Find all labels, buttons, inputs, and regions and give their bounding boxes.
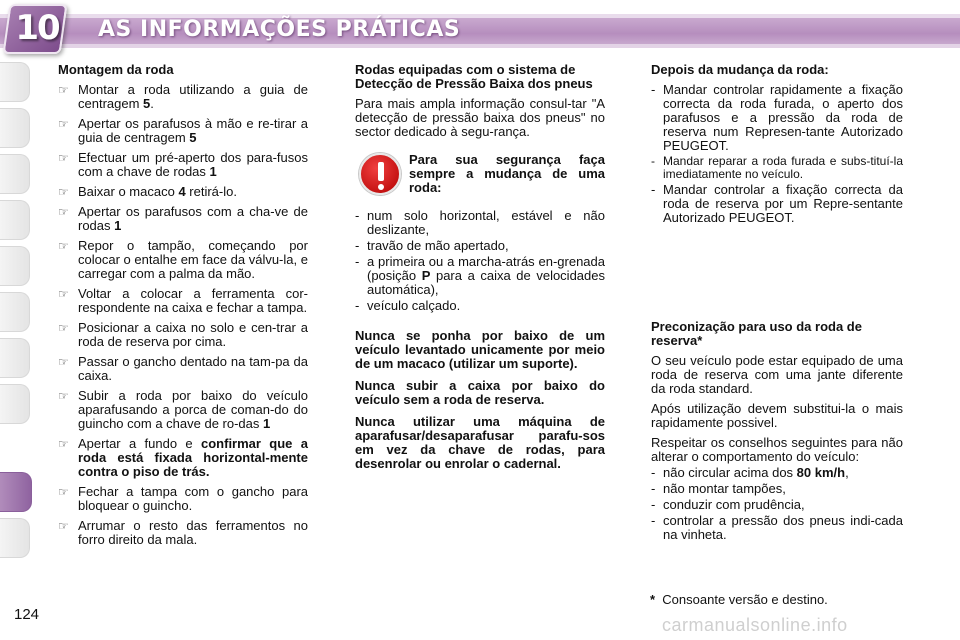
safety-note: Nunca subir a caixa por baixo do veículo sem a roda de reserva.: [355, 378, 605, 407]
column-pressure-detection: [355, 63, 605, 479]
list-item: [58, 83, 308, 111]
safety-note: Nunca utilizar uma máquina de aparafusar/desaparafusar parafu-sos em vez da chave de rodas, para desenrolar ou enrolar o cadernal.: [355, 414, 605, 471]
item-bold: 4: [178, 184, 186, 199]
list-item: [58, 205, 308, 233]
item-text: Arrumar o resto das ferramentos no forro direito da mala.: [78, 518, 308, 547]
list-item: [58, 151, 308, 179]
chapter-tab-active[interactable]: [0, 472, 32, 512]
list-item: [58, 485, 308, 513]
dash-marker: -: [651, 465, 656, 480]
dash-marker: -: [651, 513, 656, 528]
item-text: ,: [845, 465, 849, 480]
item-text: conduzir com prudência,: [663, 497, 805, 512]
chapter-tab[interactable]: [0, 154, 30, 194]
list-item: [58, 519, 308, 547]
item-text: Mandar controlar rapidamente a fixação correcta da roda furada, o aperto dos parafusos e a pressão da roda de reserva num Represen-tante Autorizado PEUGEOT.: [663, 82, 903, 153]
chapter-tab[interactable]: [0, 200, 30, 240]
after-change-list: [651, 83, 903, 225]
list-item: [58, 321, 308, 349]
chapter-number: 10: [15, 8, 59, 48]
dash-marker: -: [651, 481, 656, 496]
item-text: retirá-lo.: [185, 184, 237, 199]
item-text: Passar o gancho dentado na tam-pa da caixa.: [78, 354, 308, 383]
chapter-tab[interactable]: [0, 338, 30, 378]
footnote-text: Consoante versão e destino.: [662, 592, 828, 607]
watermark: carmanualsonline.info: [662, 615, 848, 635]
paragraph: O seu veículo pode estar equipado de uma roda de reserva com uma jante diferente da roda standard.: [651, 353, 903, 396]
item-text: Subir a roda por baixo do veículo aparafusando a porca de coman-do do guincho com a chave de ro-das: [78, 388, 308, 431]
chapter-tab[interactable]: [0, 62, 30, 102]
item-text: Montar a roda utilizando a guia de centragem: [78, 82, 308, 111]
footnote: [650, 592, 828, 607]
item-bold: 80 km/h: [796, 465, 846, 480]
pointing-hand-icon: ☞: [58, 205, 69, 219]
item-text: Baixar o macaco: [78, 184, 179, 199]
safety-notes: [355, 329, 605, 471]
dash-marker: -: [355, 208, 360, 223]
list-item: [651, 498, 903, 512]
dash-marker: -: [651, 154, 655, 168]
chapter-tab[interactable]: [0, 292, 30, 332]
item-text: Mandar controlar a fixação correcta da roda de reserva por um Repre-sentante Autorizado PEUGEOT.: [663, 182, 903, 225]
chapter-tab[interactable]: [0, 246, 30, 286]
dash-marker: -: [355, 298, 360, 313]
list-item: [651, 514, 903, 542]
item-text: veículo calçado.: [367, 298, 461, 313]
paragraph: Respeitar os conselhos seguintes para não alterar o comportamento do veículo:: [651, 435, 903, 464]
list-item: [58, 239, 308, 281]
safety-note: Nunca se ponha por baixo de um veículo levantado unicamente por meio de um macaco (utilizar um suporte).: [355, 328, 605, 371]
advice-list: [651, 466, 903, 542]
column-after-change: [651, 63, 903, 227]
page-number: 124: [14, 606, 40, 623]
item-text: Apertar a fundo e: [78, 436, 201, 451]
item-text: travão de mão apertado,: [367, 238, 509, 253]
item-bold: confirmar que a roda está fixada horizontal-mente contra o piso de trás.: [78, 436, 308, 479]
item-text: Voltar a colocar a ferramenta cor-respondente na caixa e fechar a tampa.: [78, 286, 308, 315]
exclamation-warning-icon: [359, 153, 401, 195]
pointing-hand-icon: ☞: [58, 239, 69, 253]
dash-marker: -: [355, 254, 360, 269]
dash-marker: -: [355, 238, 360, 253]
page-header: [0, 0, 960, 58]
section-heading: Preconização para uso da roda de reserva*: [651, 319, 862, 348]
item-text: a primeira ou a marcha-atrás en-grenada (posição: [367, 254, 605, 283]
paragraph: Após utilização devem substitui-la o mais rapidamente possivel.: [651, 401, 903, 430]
list-item: [58, 185, 308, 199]
item-text: Posicionar a caixa no solo e cen-trar a roda de reserva por cima.: [78, 320, 308, 349]
item-text: controlar a pressão dos pneus indi-cada na vinheta.: [663, 513, 903, 542]
chapter-tab[interactable]: [0, 384, 30, 424]
dash-marker: -: [651, 497, 656, 512]
chapter-tab[interactable]: [0, 108, 30, 148]
item-bold: 1: [263, 416, 271, 431]
section-heading: Rodas equipadas com o sistema de Detecção de Pressão Baixa dos pneus: [355, 62, 593, 91]
list-item: [651, 183, 903, 225]
list-item: [355, 255, 605, 297]
item-text: Apertar os parafusos à mão e re-tirar a guia de centragem: [78, 116, 308, 145]
pointing-hand-icon: ☞: [58, 117, 69, 131]
pointing-hand-icon: ☞: [58, 437, 69, 451]
item-text: Apertar os parafusos com a cha-ve de rodas: [78, 204, 308, 233]
chapter-tabs: [0, 62, 32, 582]
pointing-hand-icon: ☞: [58, 519, 69, 533]
pointing-hand-icon: ☞: [58, 321, 69, 335]
warning-box: [355, 149, 605, 201]
item-bold: 5: [143, 96, 151, 111]
pointing-hand-icon: ☞: [58, 485, 69, 499]
dash-marker: -: [651, 82, 656, 97]
item-text: não montar tampões,: [663, 481, 786, 496]
pointing-hand-icon: ☞: [58, 355, 69, 369]
header-band-shadow: [0, 44, 960, 48]
page-title: AS INFORMAÇÕES PRÁTICAS: [98, 17, 461, 42]
item-text: Efectuar um pré-aperto dos para-fusos com a chave de rodas: [78, 150, 308, 179]
list-item: [651, 83, 903, 153]
item-text: Fechar a tampa com o gancho para bloquear o guincho.: [78, 484, 308, 513]
item-bold: 1: [209, 164, 217, 179]
column-spare-wheel: [651, 320, 903, 544]
item-text: .: [150, 96, 154, 111]
item-bold: P: [421, 268, 431, 283]
list-item: [58, 437, 308, 479]
list-item: [355, 239, 605, 253]
item-bold: 5: [189, 130, 197, 145]
item-text: não circular acima dos: [663, 465, 797, 480]
list-item: [355, 209, 605, 237]
list-item: [355, 299, 605, 313]
mounting-steps-list: [58, 83, 308, 547]
pointing-hand-icon: ☞: [58, 83, 69, 97]
item-text: Repor o tampão, começando por colocar o entalhe em face da válvu-la, e carregar com a palma da mão.: [78, 238, 308, 281]
pointing-hand-icon: ☞: [58, 151, 69, 165]
list-item: [651, 155, 903, 181]
footnote-star: *: [650, 592, 656, 607]
chapter-tab[interactable]: [0, 518, 30, 558]
list-item: [58, 355, 308, 383]
section-heading: Montagem da roda: [58, 62, 174, 77]
dash-marker: -: [651, 182, 656, 197]
section-heading: Depois da mudança da roda:: [651, 62, 829, 77]
list-item: [58, 117, 308, 145]
item-text: Mandar reparar a roda furada e subs-tituí-la imediatamente no veículo.: [663, 154, 903, 181]
item-text: num solo horizontal, estável e não deslizante,: [367, 208, 605, 237]
list-item: [651, 482, 903, 496]
pointing-hand-icon: ☞: [58, 185, 69, 199]
list-item: [58, 287, 308, 315]
item-text: para a caixa de velocidades automática),: [367, 268, 605, 297]
column-wheel-mounting: [58, 63, 308, 553]
pointing-hand-icon: ☞: [58, 287, 69, 301]
list-item: [651, 466, 903, 480]
list-item: [58, 389, 308, 431]
pointing-hand-icon: ☞: [58, 389, 69, 403]
warning-text: Para sua segurança faça sempre a mudança de uma roda:: [409, 152, 605, 195]
safety-conditions-list: [355, 209, 605, 313]
item-bold: 1: [114, 218, 122, 233]
intro-paragraph: Para mais ampla informação consul-tar "A detecção de pressão baixa dos pneus" no sector dedicado à segu-rança.: [355, 96, 605, 139]
